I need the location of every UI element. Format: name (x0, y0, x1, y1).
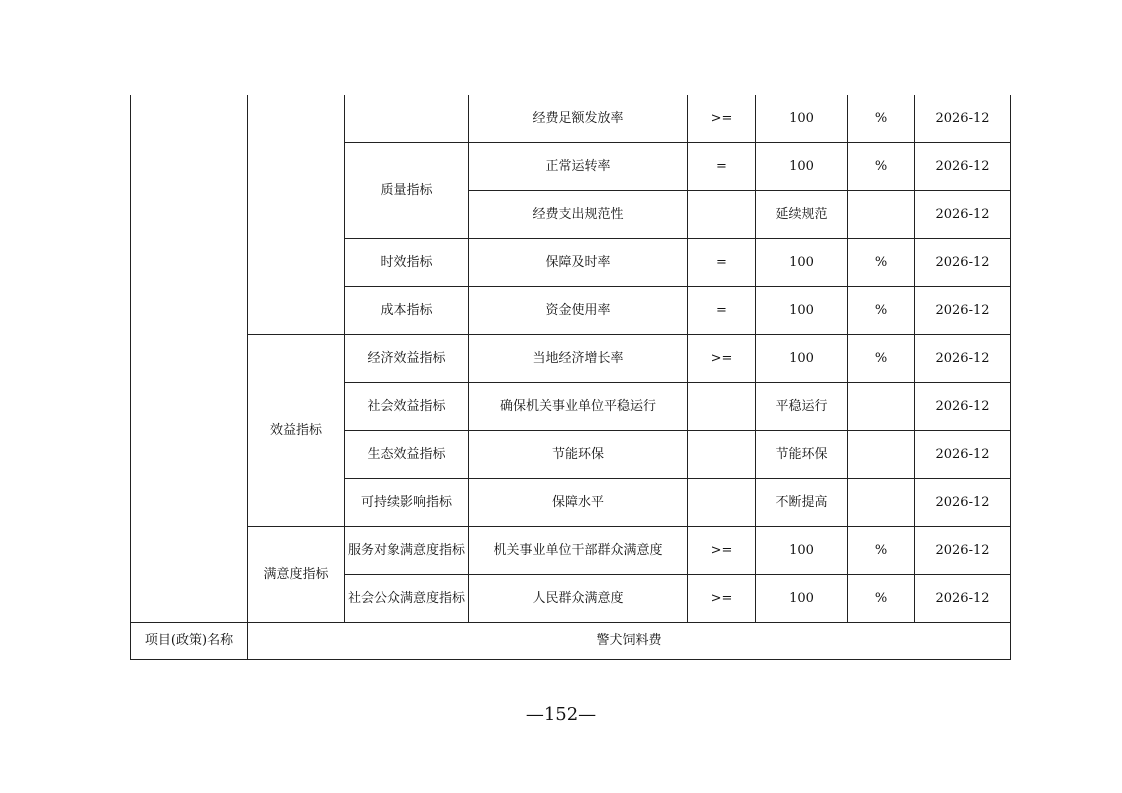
level3-cell: 质量指标 (345, 143, 469, 239)
date-cell: 2026-12 (915, 575, 1011, 623)
indicator-cell: 保障及时率 (469, 239, 688, 287)
indicator-cell: 正常运转率 (469, 143, 688, 191)
operator-cell (688, 431, 756, 479)
unit-cell: % (848, 95, 915, 143)
value-cell: 100 (756, 143, 848, 191)
level3-cell: 成本指标 (345, 287, 469, 335)
project-name-label: 项目(政策)名称 (131, 623, 248, 660)
indicator-cell: 当地经济增长率 (469, 335, 688, 383)
operator-cell: >= (688, 575, 756, 623)
value-cell: 100 (756, 239, 848, 287)
unit-cell (848, 191, 915, 239)
indicator-cell: 资金使用率 (469, 287, 688, 335)
unit-cell: % (848, 335, 915, 383)
operator-cell (688, 191, 756, 239)
page-number: —152— (525, 704, 597, 725)
operator-cell: >= (688, 527, 756, 575)
indicator-cell: 人民群众满意度 (469, 575, 688, 623)
date-cell: 2026-12 (915, 95, 1011, 143)
indicator-cell: 经费支出规范性 (469, 191, 688, 239)
date-cell: 2026-12 (915, 431, 1011, 479)
date-cell: 2026-12 (915, 191, 1011, 239)
value-cell: 100 (756, 95, 848, 143)
value-cell: 100 (756, 335, 848, 383)
unit-cell: % (848, 287, 915, 335)
operator-cell: = (688, 239, 756, 287)
value-cell: 平稳运行 (756, 383, 848, 431)
table-row (131, 335, 1011, 383)
level1-cell (131, 95, 248, 623)
level2-cell: 效益指标 (248, 335, 345, 527)
date-cell: 2026-12 (915, 383, 1011, 431)
operator-cell: = (688, 287, 756, 335)
level3-cell: 社会效益指标 (345, 383, 469, 431)
date-cell: 2026-12 (915, 239, 1011, 287)
table-row (131, 95, 1011, 143)
indicator-cell: 经费足额发放率 (469, 95, 688, 143)
indicator-cell: 节能环保 (469, 431, 688, 479)
level3-cell: 服务对象满意度指标 (345, 527, 469, 575)
unit-cell (848, 383, 915, 431)
indicator-cell: 确保机关事业单位平稳运行 (469, 383, 688, 431)
operator-cell (688, 383, 756, 431)
project-name-row (131, 623, 1011, 660)
operator-cell: >= (688, 95, 756, 143)
level3-cell: 社会公众满意度指标 (345, 575, 469, 623)
level3-cell (345, 95, 469, 143)
date-cell: 2026-12 (915, 527, 1011, 575)
value-cell: 100 (756, 527, 848, 575)
level3-cell: 经济效益指标 (345, 335, 469, 383)
unit-cell: % (848, 575, 915, 623)
level2-cell: 满意度指标 (248, 527, 345, 623)
value-cell: 延续规范 (756, 191, 848, 239)
date-cell: 2026-12 (915, 335, 1011, 383)
unit-cell: % (848, 143, 915, 191)
indicator-cell: 机关事业单位干部群众满意度 (469, 527, 688, 575)
value-cell: 100 (756, 287, 848, 335)
unit-cell (848, 431, 915, 479)
date-cell: 2026-12 (915, 287, 1011, 335)
operator-cell (688, 479, 756, 527)
level3-cell: 时效指标 (345, 239, 469, 287)
value-cell: 不断提高 (756, 479, 848, 527)
operator-cell: = (688, 143, 756, 191)
level2-cell-output (248, 95, 345, 335)
level3-cell: 可持续影响指标 (345, 479, 469, 527)
table-row (131, 527, 1011, 575)
date-cell: 2026-12 (915, 143, 1011, 191)
unit-cell (848, 479, 915, 527)
level3-cell: 生态效益指标 (345, 431, 469, 479)
unit-cell: % (848, 527, 915, 575)
unit-cell: % (848, 239, 915, 287)
indicator-cell: 保障水平 (469, 479, 688, 527)
project-name-value: 警犬饲料费 (248, 623, 1011, 660)
date-cell: 2026-12 (915, 479, 1011, 527)
value-cell: 节能环保 (756, 431, 848, 479)
operator-cell: >= (688, 335, 756, 383)
value-cell: 100 (756, 575, 848, 623)
performance-indicator-table (130, 95, 1011, 660)
